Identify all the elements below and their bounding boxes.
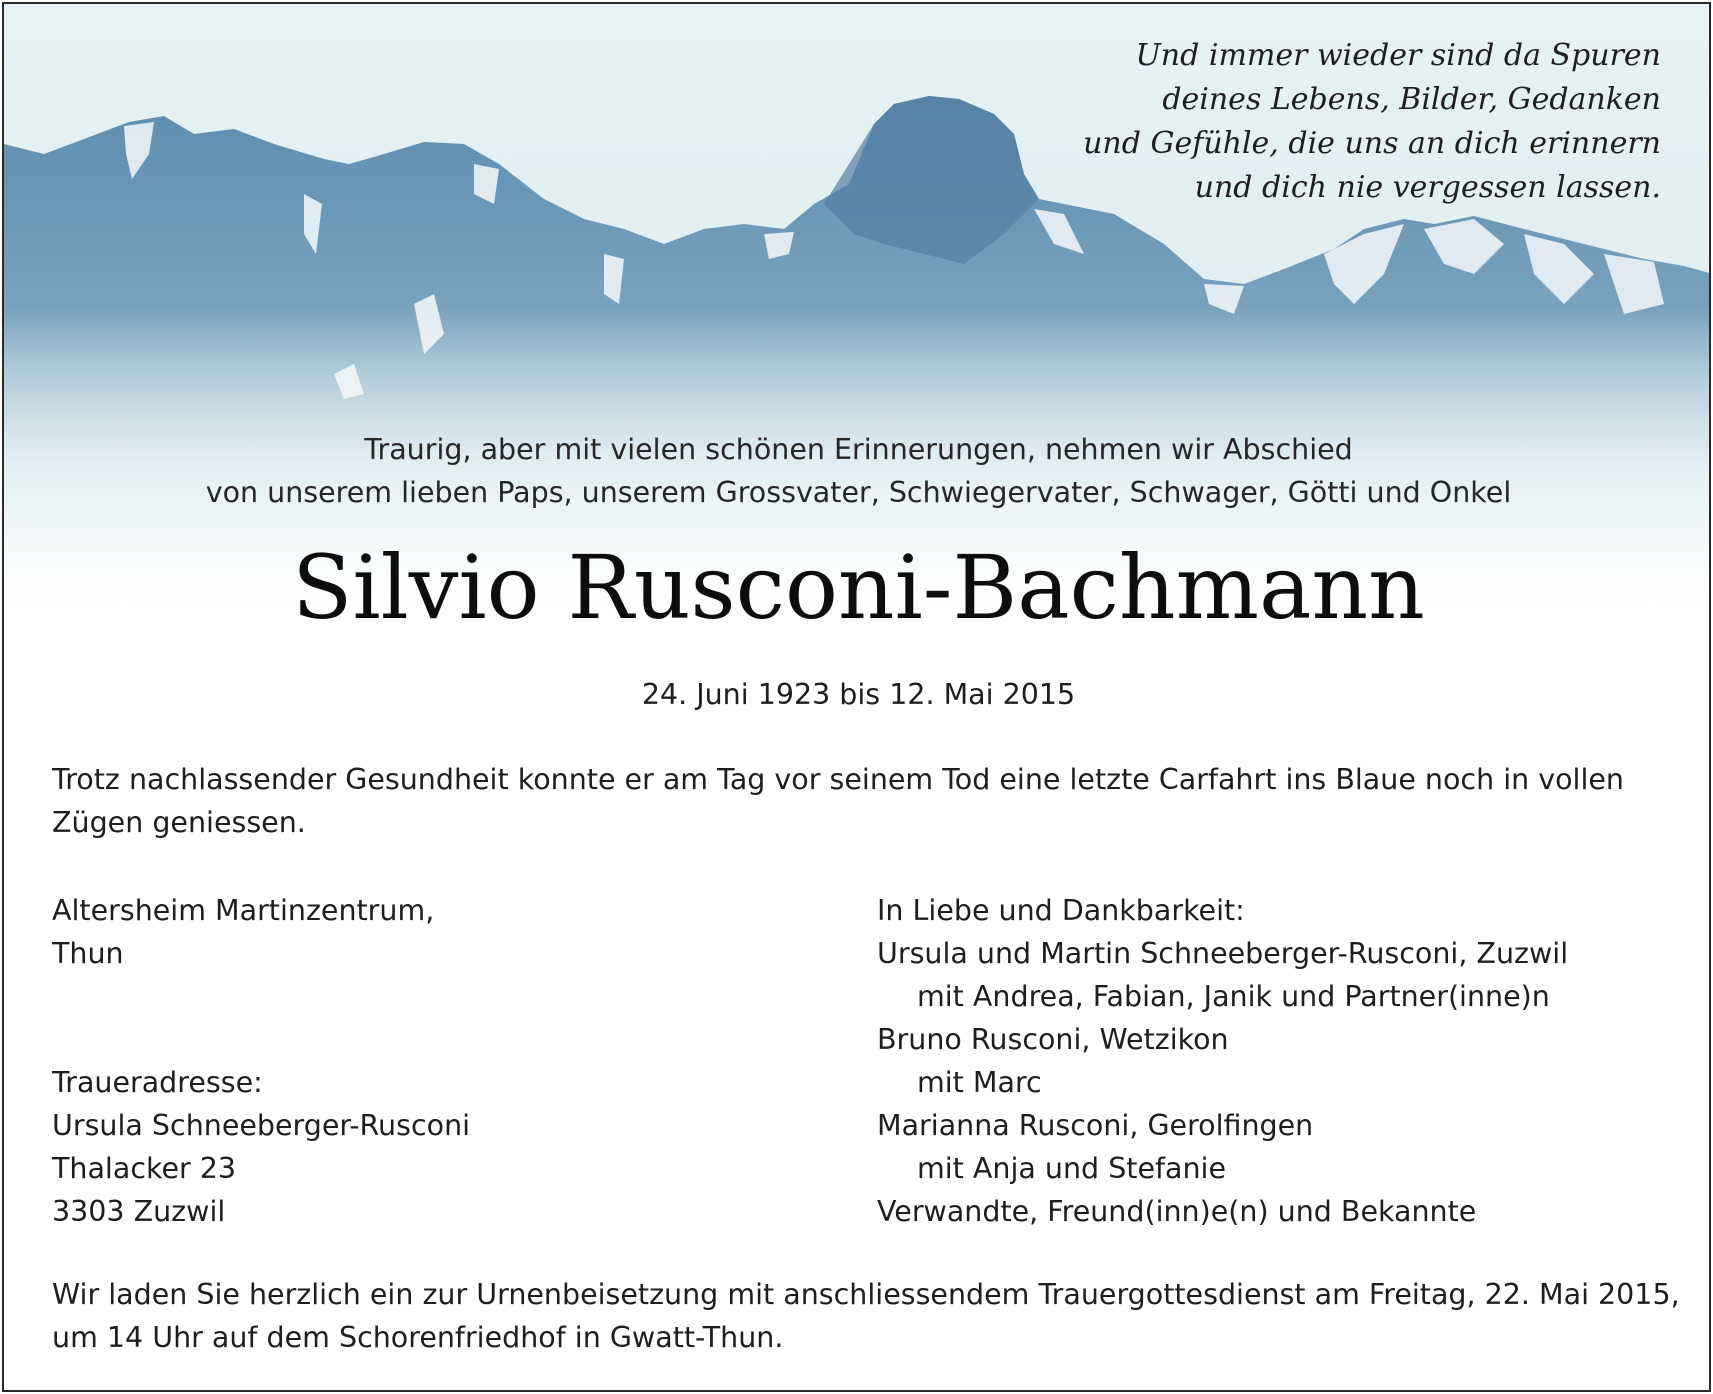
mourners-heading: In Liebe und Dankbarkeit: [877, 894, 1245, 927]
place-line: Altersheim Martinzentrum, [52, 894, 435, 927]
mourner-line: Bruno Rusconi, Wetzikon [877, 1023, 1229, 1056]
quote-line: deines Lebens, Bilder, Gedanken [1162, 82, 1661, 117]
memorial-quote [961, 34, 1661, 210]
mourner-subline: mit Anja und Stefanie [917, 1152, 1227, 1185]
place-line: Thun [52, 937, 124, 970]
paragraph-line: um 14 Uhr auf dem Schorenfriedhof in Gwatt-Thun. [52, 1321, 784, 1354]
quote-line: und dich nie vergessen lassen. [1194, 170, 1661, 205]
address-label: Traueradresse: [52, 1066, 263, 1099]
mourner-line: Verwandte, Freund(inn)e(n) und Bekannte [877, 1195, 1477, 1228]
obituary-card [2, 2, 1711, 1392]
mourner-subline: mit Marc [917, 1066, 1042, 1099]
intro-line: Traurig, aber mit vielen schönen Erinnerungen, nehmen wir Abschied [364, 433, 1353, 466]
address-line: 3303 Zuzwil [52, 1195, 226, 1228]
address-line: Ursula Schneeberger-Rusconi [52, 1109, 471, 1142]
address-line: Thalacker 23 [52, 1152, 237, 1185]
deceased-name: Silvio Rusconi-Bachmann [292, 536, 1425, 639]
funeral-invitation-paragraph [52, 1273, 1680, 1359]
intro-text [4, 428, 1711, 514]
life-dates: 24. Juni 1923 bis 12. Mai 2015 [641, 678, 1076, 711]
paragraph-line: Wir laden Sie herzlich ein zur Urnenbeisetzung mit anschliessendem Trauergottesdienst am Freitag, 22. Mai 2015, [52, 1278, 1680, 1311]
quote-line: und Gefühle, die uns an dich erinnern [1083, 126, 1661, 161]
quote-line: Und immer wieder sind da Spuren [1135, 38, 1661, 73]
paragraph-line: Trotz nachlassender Gesundheit konnte er am Tag vor seinem Tod eine letzte Carfahrt ins Blaue noch in vollen [52, 763, 1624, 796]
paragraph-line: Zügen geniessen. [52, 806, 306, 839]
mourner-line: Marianna Rusconi, Gerolfingen [877, 1109, 1314, 1142]
intro-line: von unserem lieben Paps, unserem Grossvater, Schwiegervater, Schwager, Götti und Onkel [205, 476, 1512, 509]
left-column [52, 889, 752, 1233]
mourner-line: Ursula und Martin Schneeberger-Rusconi, Zuzwil [877, 937, 1569, 970]
personal-note-paragraph [52, 758, 1672, 844]
mourner-subline: mit Andrea, Fabian, Janik und Partner(inne)n [917, 980, 1550, 1013]
mourners-column [877, 889, 1677, 1233]
